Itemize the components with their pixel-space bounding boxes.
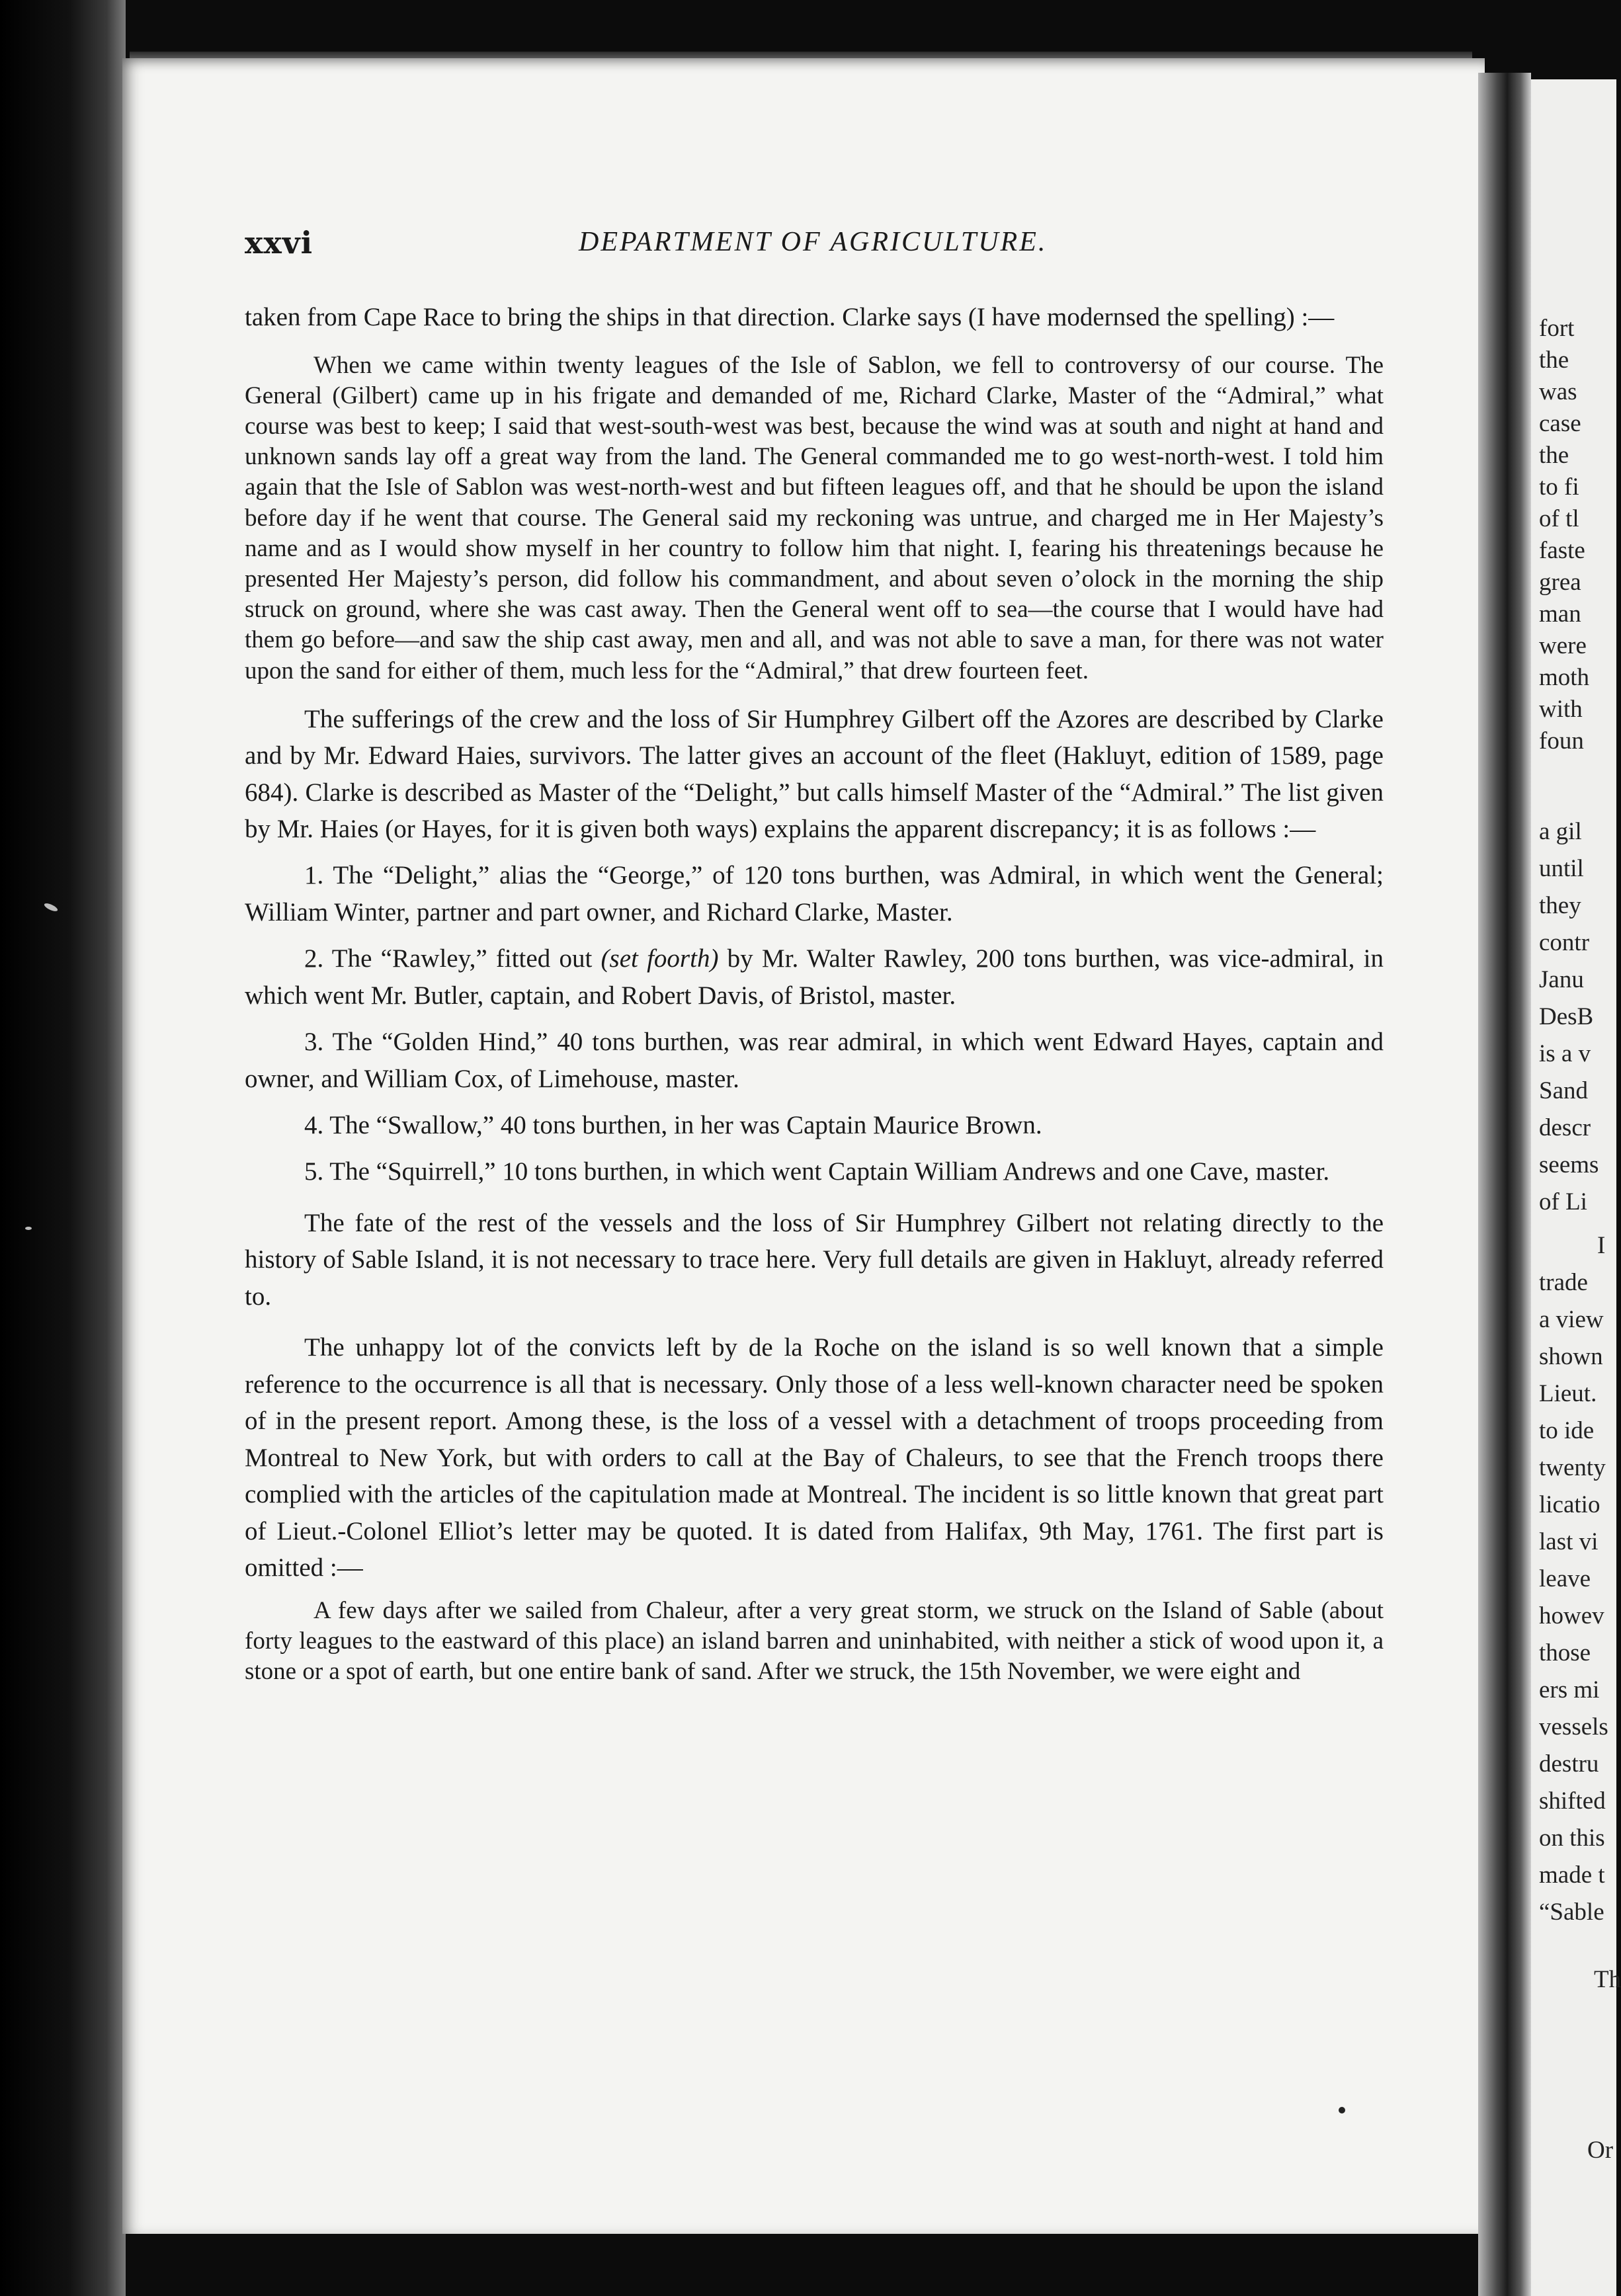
facing-line: leave	[1539, 1565, 1591, 1592]
facing-line: twenty	[1539, 1454, 1606, 1481]
facing-line: Th	[1594, 1966, 1621, 1993]
fleet-item-rawley-italic: (set foorth)	[601, 944, 719, 973]
facing-line: “Sable	[1539, 1899, 1604, 1926]
facing-line: foun	[1539, 727, 1584, 755]
fleet-item-squirrell: 5. The “Squirrell,” 10 tons burthen, in which went Captain William Andrews and one Cave, master.	[304, 1157, 1330, 1186]
facing-line: of tl	[1539, 505, 1579, 532]
fleet-item-delight: 1. The “Delight,” alias the “George,” of 120 tons burthen, was Admiral, in which went the General; William Winter, partner and part owner, and Richard Clarke, Master.	[245, 860, 1384, 926]
facing-line: a gil	[1539, 818, 1582, 845]
facing-line: they	[1539, 892, 1581, 919]
facing-line: faste	[1539, 537, 1585, 564]
facing-line: seems	[1539, 1151, 1599, 1178]
paragraph-intro: taken from Cape Race to bring the ships in that direction. Clarke says (I have modernsed the spelling) :—	[245, 303, 1335, 331]
facing-line: with	[1539, 696, 1583, 723]
facing-line: Janu	[1539, 966, 1584, 993]
facing-line: howev	[1539, 1602, 1604, 1629]
facing-line: man	[1539, 600, 1581, 628]
paragraph-fate: The fate of the rest of the vessels and the loss of Sir Humphrey Gilbert not relating directly to the history of Sable Island, it is not necessary to trace here. Very full details are given in Hakluyt, already referred to.	[245, 1208, 1384, 1311]
facing-line: to fi	[1539, 473, 1579, 501]
fleet-item-rawley	[245, 940, 1384, 1014]
facing-line: of Li	[1539, 1188, 1587, 1215]
paragraph-sufferings: The sufferings of the crew and the loss of Sir Humphrey Gilbert off the Azores are described by Clarke and by Mr. Edward Haies, survivors. The latter gives an account of the fleet (Hakluyt, edition of 1589, page 684). Clarke is described as Master of the “Delight,” but calls himself Master of the “Admiral.” The list given by Mr. Haies (or Hayes, for it is given both ways) explains the apparent discrepancy; it is as follows :—	[245, 704, 1384, 844]
facing-line: last vi	[1539, 1528, 1599, 1555]
fleet-item-rawley-text: 2. The “Rawley,” fitted out	[304, 944, 601, 973]
quote-clarke: When we came within twenty leagues of the Isle of Sablon, we fell to controversy of our course. The General (Gilbert) came up in his frigate and demanded of me, Richard Clarke, Master of the “Admiral,” what course was best to keep; I said that west-south-west was best, because the wind was at south and night at hand and unknown sands lay off a great way from the land. The General commanded me to go west-north-west. I told him again that the Isle of Sablon was west-north-west and but fifteen leagues off, and that he should be upon the island before day if he went that course. The General said my reckoning was untrue, and charged me in Her Majesty’s name and as I would show myself in her country to follow him that night. I, fearing his threatenings because he presented Her Majesty’s person, did follow his commandment, and about seven o’olock in the morning the ship struck on ground, where she was cast away. Then the General went off to sea—the course that I would have had them go before—and saw the ship cast away, men and all, and was not able to save a man, for there was not water upon the sand for either of them, much less for the “Admiral,” that drew fourteen feet.	[245, 351, 1384, 684]
facing-line: the	[1539, 347, 1569, 374]
facing-line: on this	[1539, 1824, 1605, 1852]
facing-line: fort	[1539, 315, 1575, 342]
facing-line: the	[1539, 442, 1569, 469]
scan-left-margin	[0, 0, 126, 2296]
facing-line: was	[1539, 378, 1577, 405]
facing-line: DesB	[1539, 1003, 1594, 1030]
fleet-item-rawley-text-cont: by Mr. Walter Rawley, 200 tons burthen, was vice-admiral, in which went Mr. Butler, captain, and Robert Davis, of Bristol, master.	[245, 944, 1384, 1010]
facing-line: were	[1539, 632, 1587, 659]
fleet-item-golden-hind: 3. The “Golden Hind,” 40 tons burthen, was rear admiral, in which went Edward Hayes, captain and owner, and William Cox, of Limehouse, master.	[245, 1027, 1384, 1093]
facing-page-fragment	[1531, 79, 1621, 2296]
facing-line: ers mi	[1539, 1676, 1600, 1703]
facing-line: those	[1539, 1639, 1591, 1666]
facing-line: Lieut.	[1539, 1380, 1597, 1407]
facing-line: I	[1597, 1232, 1606, 1259]
facing-line: moth	[1539, 664, 1590, 691]
facing-line: until	[1539, 855, 1584, 882]
facing-line: Or	[1587, 2137, 1614, 2164]
facing-line: is a v	[1539, 1040, 1591, 1067]
paragraph-convicts: The unhappy lot of the convicts left by de la Roche on the island is so well known that a simple reference to the occurrence is all that is necessary. Only those of a less well-known character need be spoken of in the present report. Among these, is the loss of a vessel with a detachment of troops proceeding from Montreal to New York, but with orders to call at the Bay of Chaleurs, to see that the French troops there complied with the articles of the capitulation made at Montreal. The incident is so little known that great part of Lieut.-Colonel Elliot’s letter may be quoted. It is dated from Halifax, 9th May, 1761. The first part is omitted :—	[245, 1333, 1384, 1582]
print-mark	[1339, 2107, 1345, 2113]
facing-line: trade	[1539, 1269, 1588, 1296]
facing-line: destru	[1539, 1750, 1599, 1778]
book-gutter	[1478, 73, 1531, 2296]
facing-line: case	[1539, 410, 1581, 437]
fleet-item-swallow: 4. The “Swallow,” 40 tons burthen, in her was Captain Maurice Brown.	[304, 1110, 1042, 1139]
running-title: DEPARTMENT OF AGRICULTURE.	[579, 227, 1048, 257]
facing-line: a view	[1539, 1306, 1604, 1333]
quote-elliot: A few days after we sailed from Chaleur, after a very great storm, we struck on the Island of Sable (about forty leagues to the eastward of this place) an island barren and uninhabited, with neither a stick of wood upon it, a stone or a spot of earth, but one entire bank of sand. After we struck, the 15th November, we were eight and	[245, 1596, 1384, 1686]
running-head	[245, 225, 1382, 265]
body-text	[245, 299, 1384, 1687]
facing-line: contr	[1539, 929, 1590, 956]
facing-line: made t	[1539, 1862, 1605, 1889]
facing-line: descr	[1539, 1114, 1591, 1141]
facing-line: Sand	[1539, 1077, 1588, 1104]
facing-line: shown	[1539, 1343, 1603, 1370]
facing-line: to ide	[1539, 1417, 1595, 1444]
facing-line: licatio	[1539, 1491, 1600, 1518]
facing-line: shifted	[1539, 1787, 1606, 1815]
page-number: xxvi	[245, 225, 313, 261]
facing-line: grea	[1539, 569, 1581, 596]
margin-speck	[25, 1227, 32, 1230]
facing-line: vessels	[1539, 1713, 1608, 1741]
